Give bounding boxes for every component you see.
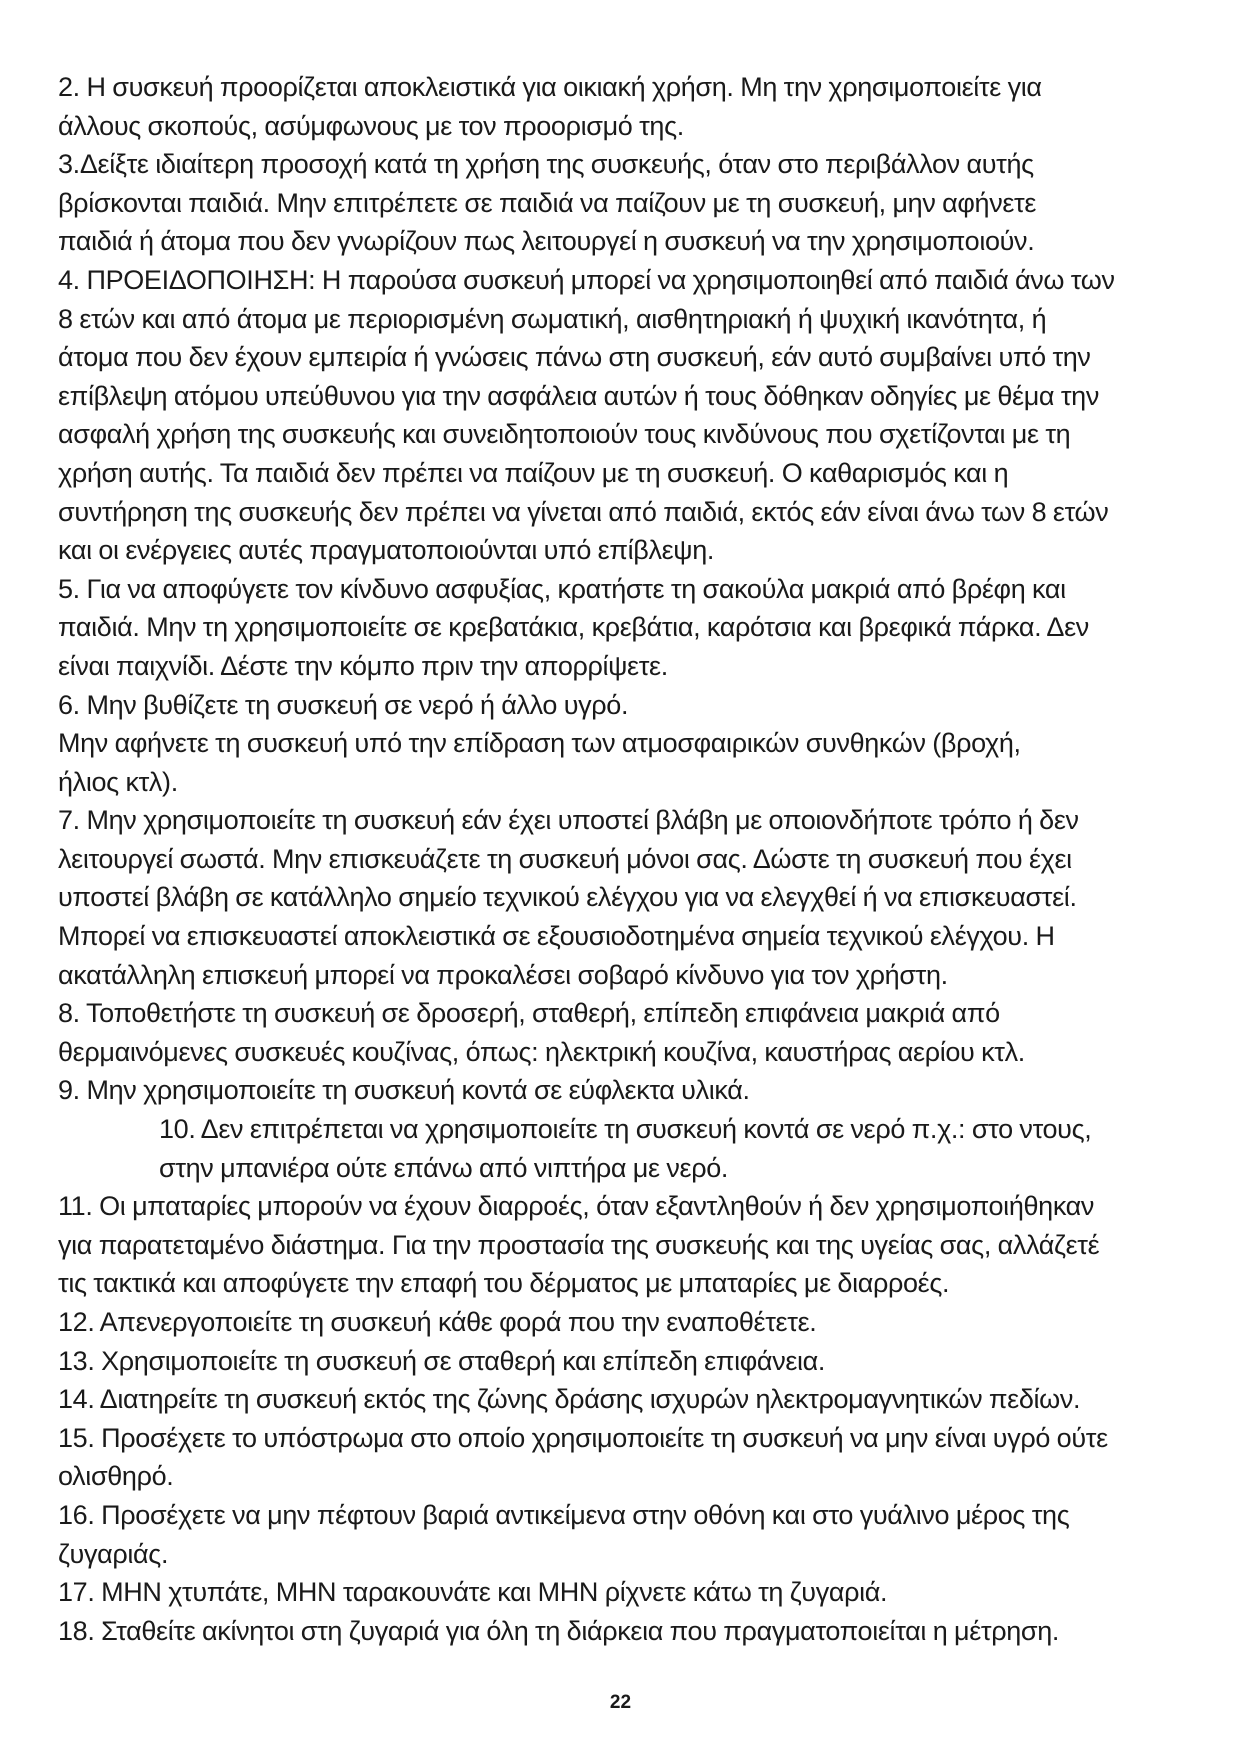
instruction-item-6: 6. Μην βυθίζετε τη συσκευή σε νερό ή άλλο υγρό. bbox=[58, 689, 629, 720]
instruction-item-5: 5. Για να αποφύγετε τον κίνδυνο ασφυξίας, κρατήστε τη σακούλα μακριά από βρέφη και παιδιά. Μην τη χρησιμοποιείτε σε κρεβατάκια, κρεβάτια, καρότσια και βρεφικά πάρκα. Δεν είναι παιχνίδι. Δέστε την κόμπο πριν την απορρίψετε. bbox=[58, 573, 1089, 681]
instruction-item-15: 15. Προσέχετε το υπόστρωμα στο οποίο χρησιμοποιείτε τη συσκευή να μην είναι υγρό ούτε ολισθηρό. bbox=[58, 1422, 1108, 1492]
instruction-item-3: 3.Δείξτε ιδιαίτερη προσοχή κατά τη χρήση της συσκευής, όταν στο περιβάλλον αυτής βρίσκονται παιδιά. Μην επιτρέπετε σε παιδιά να παίζουν με τη συσκευή, μην αφήνετε παιδιά ή άτομα που δεν γνωρίζουν πως λειτουργεί η συσκευή να την χρησιμοποιούν. bbox=[58, 149, 1037, 257]
page-number: 22 bbox=[609, 1692, 632, 1713]
instruction-item-14: 14. Διατηρείτε τη συσκευή εκτός της ζώνης δράσης ισχυρών ηλεκτρομαγνητικών πεδίων. bbox=[58, 1384, 1081, 1415]
instruction-item-6-weather: Μην αφήνετε τη συσκευή υπό την επίδραση των ατμοσφαιρικών συνθηκών (βροχή, ήλιος κτλ). bbox=[58, 728, 1021, 797]
instruction-item-4-warning: 4. ΠΡΟΕΙΔΟΠΟΙΗΣΗ: Η παρούσα συσκευή μπορεί να χρησιμοποιηθεί από παιδιά άνω των 8 ετών και από άτομα με περιορισμένη σωματική, αισθητηριακή ή ψυχική ικανότητα, ή άτομα που δεν έχουν εμπειρία ή γνώσεις πάνω στη συσκευή, εάν αυτό συμβαίνει υπό την επίβλεψη ατόμου υπεύθυνου για την ασφάλεια αυτών ή τους δόθηκαν οδηγίες με θέμα την ασφαλή χρήση της συσκευής και συνειδητοποιούν τους κινδύνους που σχετίζονται με τη χρήση αυτής. Τα παιδιά δεν πρέπει να παίζουν με τη συσκευή. Ο καθαρισμός και η συντήρηση της συσκευής δεν πρέπει να γίνεται από παιδιά, εκτός εάν είναι άνω των 8 ετών και οι ενέργειες αυτές πραγματοποιούνται υπό επίβλεψη. bbox=[58, 264, 1115, 566]
instruction-item-13: 13. Χρησιμοποιείτε τη συσκευή σε σταθερή και επίπεδη επιφάνεια. bbox=[58, 1345, 826, 1376]
instruction-item-7: 7. Μην χρησιμοποιείτε τη συσκευή εάν έχει υποστεί βλάβη με οποιονδήποτε τρόπο ή δεν λειτουργεί σωστά. Μην επισκευάζετε τη συσκευή μόνοι σας. Δώστε τη συσκευή που έχει υποστεί βλάβη σε κατάλληλο σημείο τεχνικού ελέγχου για να ελεγχθεί ή να επισκευαστεί. Μπορεί να επισκευαστεί αποκλειστικά σε εξουσιοδοτημένα σημεία τεχνικού ελέγχου. Η ακατάλληλη επισκευή μπορεί να προκαλέσει σοβαρό κίνδυνο για τον χρήστη. bbox=[58, 805, 1079, 990]
document-body bbox=[58, 68, 1193, 1650]
instruction-item-10: 10. Δεν επιτρέπεται να χρησιμοποιείτε τη συσκευή κοντά σε νερό π.χ.: στο ντους, στην μπανιέρα ούτε επάνω από νιπτήρα με νερό. bbox=[159, 1114, 1092, 1183]
instruction-item-12: 12. Απενεργοποιείτε τη συσκευή κάθε φορά που την εναποθέτετε. bbox=[58, 1307, 817, 1337]
instruction-item-2: 2. Η συσκευή προορίζεται αποκλειστικά για οικιακή χρήση. Μη την χρησιμοποιείτε για άλλους σκοπούς, ασύμφωνους με τον προορισμό της. bbox=[58, 72, 1042, 141]
instruction-item-17: 17. ΜΗΝ χτυπάτε, ΜΗΝ ταρακουνάτε και ΜΗΝ ρίχνετε κάτω τη ζυγαριά. bbox=[58, 1577, 888, 1608]
instruction-item-16: 16. Προσέχετε να μην πέφτουν βαριά αντικείμενα στην οθόνη και στο γυάλινο μέρος της ζυγαριάς. bbox=[58, 1499, 1070, 1569]
instruction-item-8: 8. Τοποθετήστε τη συσκευή σε δροσερή, σταθερή, επίπεδη επιφάνεια μακριά από θερμαινόμενες συσκευές κουζίνας, όπως: ηλεκτρική κουζίνα, καυστήρας αερίου κτλ. bbox=[58, 998, 1025, 1067]
instruction-item-11: 11. Οι μπαταρίες μπορούν να έχουν διαρροές, όταν εξαντληθούν ή δεν χρησιμοποιήθηκαν για παρατεταμένο διάστημα. Για την προστασία της συσκευής και της υγείας σας, αλλάζετέ τις τακτικά και αποφύγετε την επαφή του δέρματος με μπαταρίες με διαρροές. bbox=[58, 1191, 1100, 1299]
instruction-item-9: 9. Μην χρησιμοποιείτε τη συσκευή κοντά σε εύφλεκτα υλικά. bbox=[58, 1075, 750, 1106]
instruction-item-18: 18. Σταθείτε ακίνητοι στη ζυγαριά για όλη τη διάρκεια που πραγματοποιείται η μέτρηση. bbox=[58, 1615, 1060, 1646]
